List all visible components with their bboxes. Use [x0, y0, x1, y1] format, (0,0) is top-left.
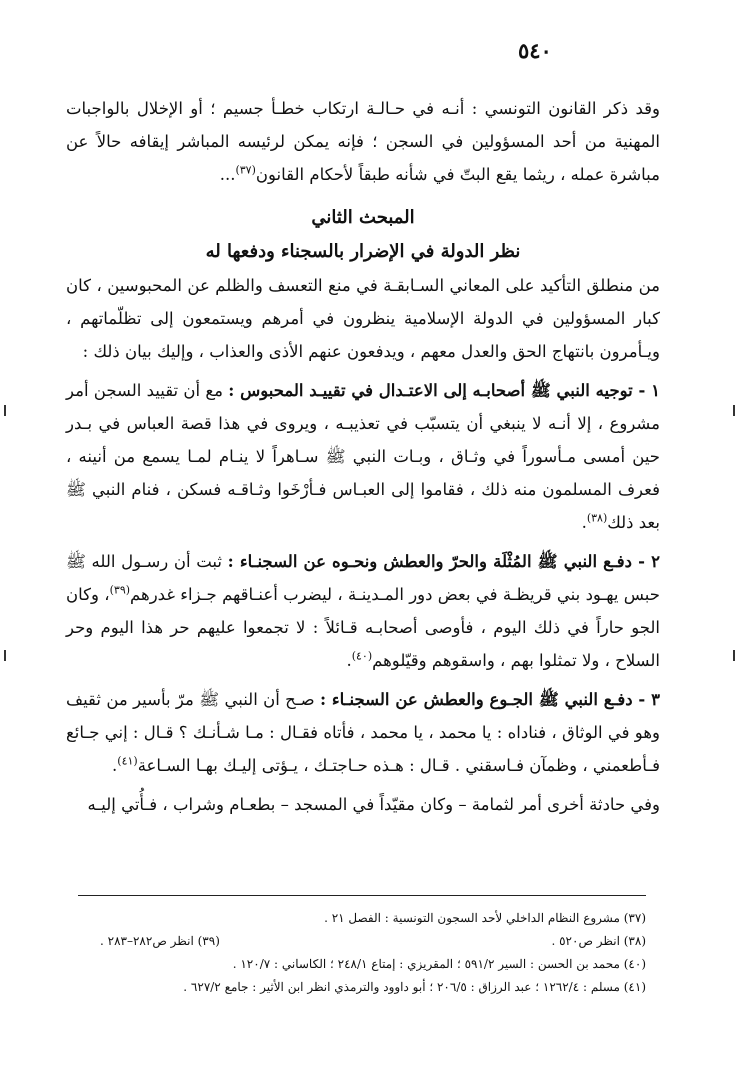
section-1-paragraph — [66, 374, 660, 539]
section-2-text-continued: ، وكان الجو حاراً في ذلك اليوم ، فأوصى أصحابـه قـائلاً : لا تجمعوا عليهم حر هذا اليوم وحر السلاح ، ولا تمثلوا بهم ، واسقوهم وقيّلوهم — [66, 585, 660, 670]
scan-margin-mark — [4, 405, 6, 416]
intro-paragraph — [66, 92, 660, 191]
section-2-text: ثبت أن رسـول الله ﷺ حبس يهـود بني قريظـة في بعض دور المـدينـة ، ليضرب أعنـاقهم جـزاء غدرهم — [66, 552, 660, 604]
intro-trail: ... — [219, 165, 236, 184]
scan-margin-mark — [4, 650, 6, 661]
section-1-text: مع أن تقييد السجن أمر مشروع ، إلا أنـه لا ينبغي أن يتسبّب في تعذيبـه ، ويروى في هذا قصة العباس في بـدر حين أمسى مـأسوراً في وثـاق ، وبـات النبي ﷺ سـاهراً لا ينـام لمـا يسمع من أنينه ، فعرف المسلمون منه ذلك ، فقاموا إلى العبـاس فـأرْخَوا وثـاقـه فسكن ، فنام النبي ﷺ بعد ذلك — [66, 381, 660, 532]
section-subheading: نظر الدولة في الإضرار بالسجناء ودفعها له — [205, 241, 521, 262]
footnote-38: (٣٨) انظر ص٥٢٠ . — [551, 934, 646, 948]
last-line: وفي حادثة أخرى أمر لثمامة – وكان مقيّداً في المسجد – بطعـام وشراب ، فـأُتي إليـه — [87, 795, 660, 814]
section-3-text: صـح أن النبي ﷺ مرّ بأسير من ثقيف وهو في الوثاق ، فناداه : يا محمد ، يا محمد ، فأتاه فقـال : مـا شـأنـك ؟ قـال : إني جـائع فـأطعمني ، وظمآن فـاسقني . قـال : هـذه حـاجتـك ، يـؤتى إليـك بهـا السـاعة — [66, 690, 660, 775]
page-number: ٥٤٠ — [518, 38, 552, 63]
intro-text: وقد ذكر القانون التونسي : أنـه في حـالـة ارتكاب خطـأ جسيم ؛ أو الإخلال بالواجبات المهنية من أحد المسؤولين في السجن ؛ فإنه يمكن لرئيسه المباشر إيقافه حالاً عن مباشرة عمله ، ريثما يقع البتّ في شأنه طبقاً لأحكام القانون — [66, 99, 660, 184]
footnote-ref-38: (٣٨) — [586, 511, 608, 525]
footnote-ref-39: (٣٩) — [109, 583, 131, 597]
section-heading: المبحث الثاني — [311, 207, 415, 228]
section-1-trail: . — [581, 513, 587, 532]
section-3-trail: . — [112, 756, 118, 775]
section-3-title: ٣ - دفـع النبي ﷺ الجـوع والعطش عن السجنـاء : — [320, 690, 660, 709]
footnote-ref-37: (٣٧) — [235, 163, 256, 177]
footnote-ref-40: (٤٠) — [351, 649, 373, 663]
footnote-row-38-39 — [78, 930, 646, 953]
page-body — [66, 30, 660, 821]
footnote-41: (٤١) مسلم : ١٢٦٢/٤ ؛ عبد الرزاق : ٢٠٦/٥ ؛ أبو داوود والترمذي انظر ابن الأثير : جامع ٦٢٧/٢ . — [183, 980, 646, 994]
section-1-title: ١ - توجيه النبي ﷺ أصحابـه إلى الاعتـدال في تقييـد المحبوس : — [228, 381, 660, 400]
preface-paragraph: من منطلق التأكيد على المعاني السـابقـة في منع التعسف والظلم عن المحبوسين ، كان كبار المسؤولين في الدولة الإسلامية ينظرون في أمرهم ويستمعون إلى تظلّماتهم ، ويـأمرون بانتهاج الحق والعدل معهم ، ويدفعون عنهم الأذى والعذاب ، وإليك بيان ذلك : — [66, 276, 660, 361]
scan-margin-mark — [733, 405, 735, 416]
footnotes — [78, 907, 646, 999]
footnote-ref-41: (٤١) — [117, 754, 138, 768]
footnote-divider — [78, 895, 646, 896]
section-2-trail: . — [346, 651, 352, 670]
footnote-37: (٣٧) مشروع النظام الداخلي لأحد السجون التونسية : الفصل ٢١ . — [324, 911, 646, 925]
section-2-title: ٢ - دفـع النبي ﷺ المُثْلَة والحرّ والعطش ونحـوه عن السجنـاء : — [227, 552, 660, 571]
section-2-paragraph — [66, 545, 660, 677]
section-3-paragraph — [66, 683, 660, 782]
scan-margin-mark — [733, 650, 735, 661]
footnote-40: (٤٠) محمد بن الحسن : السير ٥٩١/٢ ؛ المقريزي : إمتاع ٢٤٨/١ ؛ الكاساني : ١٢٠/٧ . — [232, 957, 646, 971]
footnote-39: (٣٩) انظر ص٢٨٢–٢٨٣ . — [100, 934, 220, 948]
